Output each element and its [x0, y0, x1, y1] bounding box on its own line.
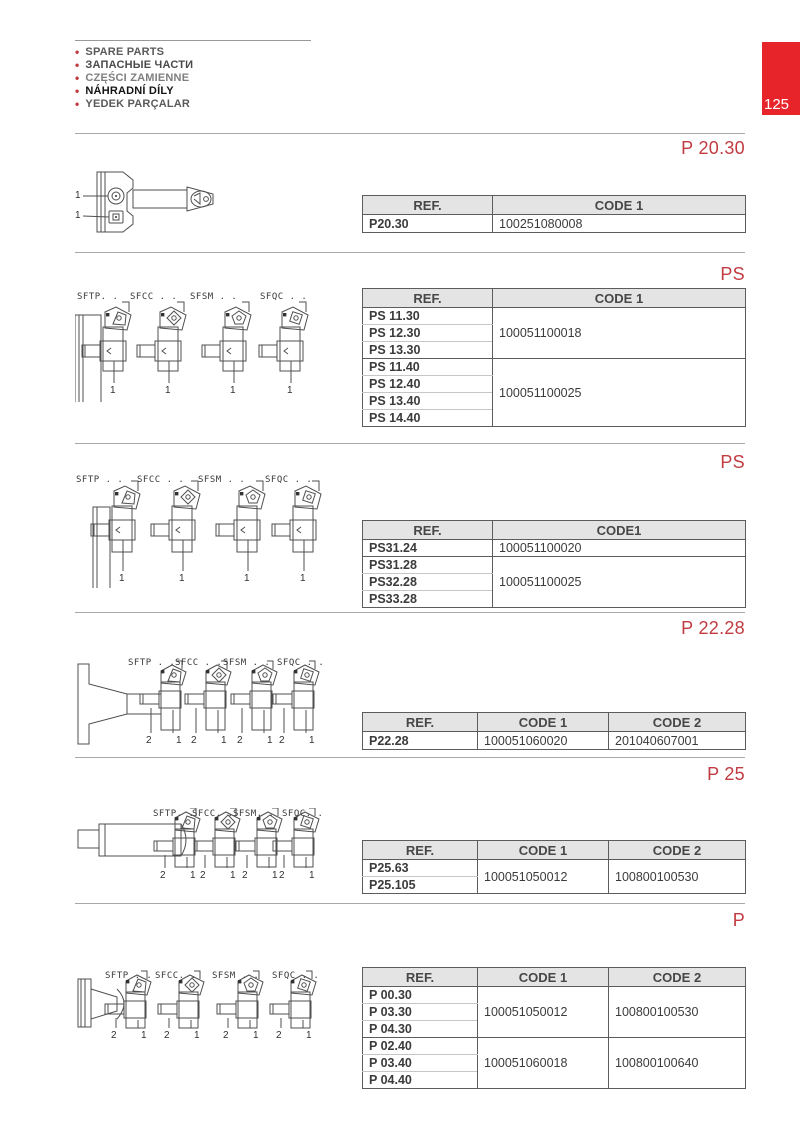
ref-cell: P25.105	[363, 877, 478, 894]
item-marker: 2	[237, 735, 243, 746]
tool-variant-label: SFCC. .	[155, 971, 197, 981]
item-marker: 1	[309, 735, 315, 746]
section-divider	[75, 443, 745, 444]
section-title: P 25	[707, 764, 745, 784]
tool-variant-label: SFSM . .	[190, 292, 238, 302]
bullet-icon: •	[75, 57, 80, 72]
language-item	[75, 45, 193, 58]
ref-cell: P20.30	[363, 215, 493, 233]
header-rule	[75, 40, 311, 41]
table-row	[363, 860, 746, 877]
table-row	[363, 308, 746, 325]
ref-cell: P 00.30	[363, 987, 478, 1004]
bullet-icon: •	[75, 44, 80, 59]
table-row	[363, 540, 746, 557]
table-header-row	[363, 196, 746, 215]
item-marker: 1	[309, 870, 315, 881]
tool-variant-label: SFQC. .	[282, 809, 324, 819]
tool-variant-label: SFQC . .	[277, 658, 325, 668]
drawing-svg	[75, 808, 340, 886]
item-marker: 1	[230, 870, 236, 881]
ref-cell: P 04.40	[363, 1072, 478, 1089]
ref-cell: PS 14.40	[363, 410, 493, 427]
table-row	[363, 359, 746, 376]
tool-variant-label: SFSM . .	[212, 971, 260, 981]
tool-variant-label: SFCC . .	[175, 658, 223, 668]
tool-variant-label: SFTP . .	[105, 971, 153, 981]
tool-variant-label: SFCC . .	[137, 475, 185, 485]
item-marker: 1	[110, 385, 116, 396]
ref-cell: P 03.40	[363, 1055, 478, 1072]
item-marker: 1	[194, 1030, 200, 1041]
code1-cell: 100051050012	[478, 987, 609, 1038]
item-marker: 1	[119, 573, 125, 584]
section-title: PS	[720, 452, 745, 472]
tool-variant-label: SFSM . .	[198, 475, 246, 485]
language-label: ЗАПАСНЫЕ ЧАСТИ	[85, 58, 194, 71]
item-marker: 1	[230, 385, 236, 396]
tool-variant-label: SFSM. .	[233, 809, 275, 819]
col-header-ref: REF.	[363, 713, 478, 732]
item-marker: 2	[111, 1030, 117, 1041]
section-divider	[75, 252, 745, 253]
bullet-icon: •	[75, 96, 80, 111]
ref-cell: PS31.24	[363, 540, 493, 557]
table-header-row	[363, 968, 746, 987]
col-header-ref: REF.	[363, 196, 493, 215]
page-number: 125	[764, 96, 790, 113]
drawing-svg	[75, 655, 340, 750]
table-row	[363, 557, 746, 574]
table-row	[363, 215, 746, 233]
tool-variant-label: SFQC . .	[272, 971, 320, 981]
code1-cell: 100251080008	[493, 215, 746, 233]
ref-cell: P22.28	[363, 732, 478, 750]
item-marker: 1	[165, 385, 171, 396]
ref-cell: P25.63	[363, 860, 478, 877]
language-item	[75, 58, 193, 71]
item-marker: 1	[267, 735, 273, 746]
section-divider	[75, 612, 745, 613]
page-number-badge	[762, 42, 800, 115]
language-list	[75, 45, 193, 110]
code2-cell: 100800100530	[609, 860, 746, 894]
ref-cell: P 03.30	[363, 1004, 478, 1021]
item-marker: 1	[300, 573, 306, 584]
item-marker: 2	[146, 735, 152, 746]
section-divider	[75, 133, 745, 134]
item-marker: 2	[279, 735, 285, 746]
tool-drawing-ps2	[75, 463, 340, 588]
item-marker: 1	[221, 735, 227, 746]
tool-variant-label: SFQC . .	[265, 475, 313, 485]
code1-cell: 100051060020	[478, 732, 609, 750]
ref-cell: PS 13.40	[363, 393, 493, 410]
parts-table-ps1	[362, 288, 746, 427]
item-marker: 1	[176, 735, 182, 746]
table-row	[363, 1038, 746, 1055]
drawing-svg	[75, 168, 285, 246]
table-row	[363, 732, 746, 750]
item-marker: 2	[160, 870, 166, 881]
tool-drawing-p	[75, 965, 340, 1045]
parts-table-p2228	[362, 712, 746, 750]
ref-cell: PS 13.30	[363, 342, 493, 359]
code2-cell: 100800100530	[609, 987, 746, 1038]
item-marker: 1	[306, 1030, 312, 1041]
ref-cell: PS 12.40	[363, 376, 493, 393]
language-label: NÁHRADNÍ DÍLY	[85, 84, 174, 97]
item-marker: 1	[190, 870, 196, 881]
parts-table-p25	[362, 840, 746, 894]
code1-cell: 100051100025	[493, 557, 746, 608]
col-header-ref: REF.	[363, 289, 493, 308]
col-header-code2: CODE 2	[609, 968, 746, 987]
code1-cell: 100051060018	[478, 1038, 609, 1089]
section-title: P 22.28	[681, 618, 745, 638]
section-divider	[75, 757, 745, 758]
col-header-ref: REF.	[363, 968, 478, 987]
language-label: SPARE PARTS	[85, 45, 165, 58]
ref-cell: PS33.28	[363, 591, 493, 608]
parts-table-ps2	[362, 520, 746, 608]
bullet-icon: •	[75, 70, 80, 85]
code1-cell: 100051100018	[493, 308, 746, 359]
section-title: P	[732, 910, 745, 930]
col-header-code1: CODE 1	[478, 841, 609, 860]
col-header-code1: CODE 1	[478, 968, 609, 987]
tool-variant-label: SFSM . .	[223, 658, 271, 668]
item-marker: 1	[244, 573, 250, 584]
table-header-row	[363, 713, 746, 732]
table-header-row	[363, 289, 746, 308]
item-marker: 2	[200, 870, 206, 881]
tool-drawing-p2228	[75, 655, 340, 750]
tool-variant-label: SFTP . .	[128, 658, 176, 668]
tool-variant-label: SFTP. .	[77, 292, 119, 302]
col-header-code1: CODE1	[493, 521, 746, 540]
col-header-ref: REF.	[363, 841, 478, 860]
ref-cell: PS 11.30	[363, 308, 493, 325]
parts-table-p	[362, 967, 746, 1089]
code1-cell: 100051100025	[493, 359, 746, 427]
code1-cell: 100051100020	[493, 540, 746, 557]
item-marker: 2	[191, 735, 197, 746]
bullet-icon: •	[75, 83, 80, 98]
item-marker: 1	[75, 210, 81, 221]
col-header-code1: CODE 1	[493, 289, 746, 308]
ref-cell: PS31.28	[363, 557, 493, 574]
table-header-row	[363, 841, 746, 860]
language-label: YEDEK PARÇALAR	[85, 97, 191, 110]
col-header-ref: REF.	[363, 521, 493, 540]
language-item	[75, 71, 193, 84]
code2-cell: 100800100640	[609, 1038, 746, 1089]
ref-cell: PS 11.40	[363, 359, 493, 376]
col-header-code2: CODE 2	[609, 841, 746, 860]
item-marker: 2	[223, 1030, 229, 1041]
item-marker: 1	[253, 1030, 259, 1041]
item-marker: 1	[179, 573, 185, 584]
tool-variant-label: SFTP . .	[76, 475, 124, 485]
item-marker: 1	[287, 385, 293, 396]
tool-drawing-p25	[75, 808, 340, 886]
table-row	[363, 987, 746, 1004]
code1-cell: 100051050012	[478, 860, 609, 894]
col-header-code2: CODE 2	[609, 713, 746, 732]
ref-cell: PS 12.30	[363, 325, 493, 342]
language-label: CZĘŚCI ZAMIENNE	[85, 71, 190, 84]
item-marker: 1	[75, 190, 81, 201]
tool-drawing-ps1	[75, 290, 340, 402]
section-divider	[75, 903, 745, 904]
section-title: PS	[720, 264, 745, 284]
section-title: P 20.30	[681, 138, 745, 158]
item-marker: 2	[242, 870, 248, 881]
tool-variant-label: SFTP. .	[153, 809, 195, 819]
ref-cell: P 02.40	[363, 1038, 478, 1055]
col-header-code1: CODE 1	[493, 196, 746, 215]
item-marker: 2	[164, 1030, 170, 1041]
item-marker: 2	[279, 870, 285, 881]
tool-variant-label: SFCC. .	[192, 809, 234, 819]
item-marker: 1	[272, 870, 278, 881]
item-marker: 1	[141, 1030, 147, 1041]
parts-table-p2030	[362, 195, 746, 233]
code2-cell: 201040607001	[609, 732, 746, 750]
tool-variant-label: SFCC . .	[130, 292, 178, 302]
ref-cell: P 04.30	[363, 1021, 478, 1038]
language-item	[75, 97, 193, 110]
col-header-code1: CODE 1	[478, 713, 609, 732]
item-marker: 2	[276, 1030, 282, 1041]
tool-variant-label: SFQC . .	[260, 292, 308, 302]
language-item	[75, 84, 193, 97]
ref-cell: PS32.28	[363, 574, 493, 591]
table-header-row	[363, 521, 746, 540]
tool-drawing-p2030	[75, 168, 285, 246]
